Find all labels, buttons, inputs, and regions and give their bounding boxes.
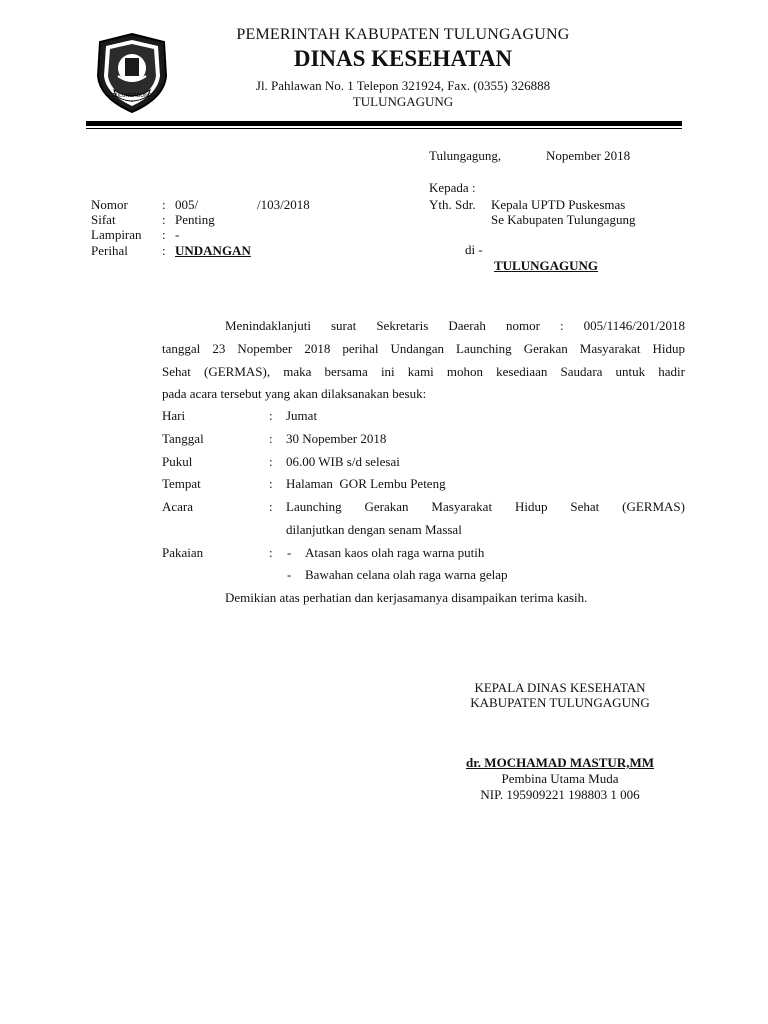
recipient-line1: Kepala UPTD Puskesmas xyxy=(491,197,626,212)
sifat-label: Sifat xyxy=(91,212,116,227)
hari-value: Jumat xyxy=(286,408,318,423)
pakaian-item-2: Bawahan celana olah raga warna gelap xyxy=(305,567,508,582)
closing-sentence: Demikian atas perhatian dan kerjasamanya disampaikan terima kasih. xyxy=(225,590,588,605)
tanggal-value: 30 Nopember 2018 xyxy=(286,431,387,446)
regency-crest-logo xyxy=(94,32,170,114)
date-month-year: Nopember 2018 xyxy=(546,148,631,163)
acara-value-line1: Launching Gerakan Masyarakat Hidup Sehat (GERMAS) xyxy=(286,499,685,514)
pukul-label: Pukul xyxy=(162,454,193,469)
pakaian-dash-2: - xyxy=(287,567,292,582)
tanggal-colon: : xyxy=(269,431,273,446)
pakaian-label: Pakaian xyxy=(162,545,204,560)
paragraph-line-2: tanggal 23 Nopember 2018 perihal Undangan Launching Gerakan Masyarakat Hidup xyxy=(162,341,685,356)
sifat-value: Penting xyxy=(175,212,215,227)
perihal-value: UNDANGAN xyxy=(175,243,251,258)
sifat-colon: : xyxy=(162,212,166,227)
perihal-colon: : xyxy=(162,243,166,258)
signature-title-2: KABUPATEN TULUNGAGUNG xyxy=(470,695,650,710)
nomor-colon: : xyxy=(162,197,166,212)
pakaian-dash-1: - xyxy=(287,545,292,560)
tempat-label: Tempat xyxy=(162,476,201,491)
acara-value-line2: dilanjutkan dengan senam Massal xyxy=(286,522,462,537)
acara-label: Acara xyxy=(162,499,194,514)
nomor-suffix: /103/2018 xyxy=(257,197,310,212)
date-place: Tulungagung, xyxy=(429,148,502,163)
lampiran-value: - xyxy=(175,227,180,242)
agency-name: DINAS KESEHATAN xyxy=(293,46,513,71)
signatory-name: dr. MOCHAMAD MASTUR,MM xyxy=(466,755,654,770)
recipient-di: di - xyxy=(465,242,483,257)
pakaian-item-1: Atasan kaos olah raga warna putih xyxy=(305,545,485,560)
nomor-prefix: 005/ xyxy=(175,197,199,212)
tempat-colon: : xyxy=(269,476,273,491)
perihal-label: Perihal xyxy=(91,243,128,258)
nomor-label: Nomor xyxy=(91,197,128,212)
recipient-kepada: Kepada : xyxy=(429,180,476,195)
svg-text:TULUNGAGUNG: TULUNGAGUNG xyxy=(112,93,152,99)
hari-label: Hari xyxy=(162,408,186,423)
agency-city: TULUNGAGUNG xyxy=(352,94,454,109)
tanggal-label: Tanggal xyxy=(162,431,204,446)
paragraph-line-4: pada acara tersebut yang akan dilaksanakan besuk: xyxy=(162,386,427,401)
recipient-city: TULUNGAGUNG xyxy=(494,258,599,273)
letterhead-divider-thick xyxy=(86,121,682,126)
tempat-value: Halaman GOR Lembu Peteng xyxy=(286,476,446,491)
pakaian-colon: : xyxy=(269,545,273,560)
recipient-yth: Yth. Sdr. xyxy=(429,197,476,212)
paragraph-line-3: Sehat (GERMAS), maka bersama ini kami mohon kesediaan Saudara untuk hadir xyxy=(162,364,685,379)
hari-colon: : xyxy=(269,408,273,423)
agency-address: Jl. Pahlawan No. 1 Telepon 321924, Fax. (0355) 326888 xyxy=(255,78,551,93)
lampiran-colon: : xyxy=(162,227,166,242)
signatory-nip: NIP. 195909221 198803 1 006 xyxy=(480,787,640,802)
letterhead-divider-thin xyxy=(86,128,682,129)
pukul-colon: : xyxy=(269,454,273,469)
pukul-value: 06.00 WIB s/d selesai xyxy=(286,454,400,469)
paragraph-line-1: Menindaklanjuti surat Sekretaris Daerah nomor : 005/1146/201/2018 xyxy=(225,318,685,333)
lampiran-label: Lampiran xyxy=(91,227,142,242)
recipient-line2: Se Kabupaten Tulungagung xyxy=(491,212,636,227)
government-name: PEMERINTAH KABUPATEN TULUNGAGUNG xyxy=(236,26,570,43)
signature-title-1: KEPALA DINAS KESEHATAN xyxy=(474,680,646,695)
acara-colon: : xyxy=(269,499,273,514)
signatory-rank: Pembina Utama Muda xyxy=(501,771,619,786)
